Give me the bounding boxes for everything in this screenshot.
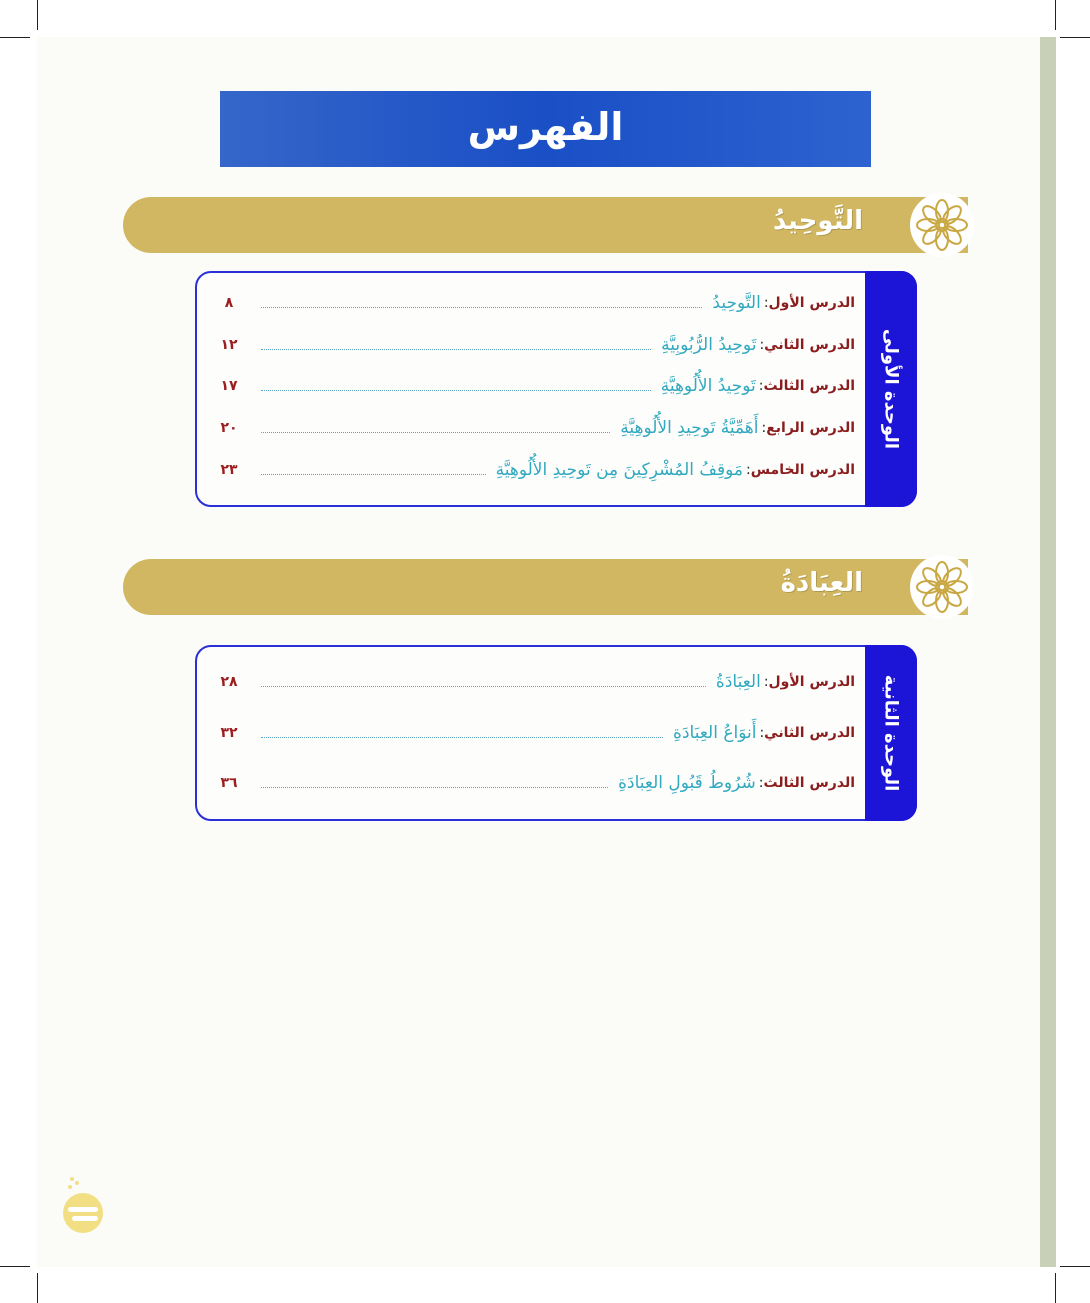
toc-row[interactable]: الدرس الأول : العِبَادَةُ ٢٨: [211, 667, 855, 697]
crop-mark: [1055, 1273, 1056, 1303]
lesson-label: الدرس الثالث: [763, 775, 855, 791]
lesson-label: الدرس الخامس: [750, 462, 855, 478]
toc-row[interactable]: الدرس الرابع : أَهَمِّيَّةُ تَوحِيدِ الأُلُوهِيَّةِ ٢٠: [211, 413, 855, 443]
lesson-title: شُرُوطُ قَبُولِ العِبَادَةِ: [618, 773, 756, 793]
toc-row[interactable]: الدرس الثاني : تَوحِيدُ الرُّبُوبِيَّةِ ١٢: [211, 330, 855, 360]
unit-box-1: [195, 271, 917, 507]
page-number: ١٢: [220, 337, 238, 353]
leader-dots: [261, 390, 651, 391]
lesson-label: الدرس الثاني: [764, 337, 855, 353]
unit-box-2: [195, 645, 917, 821]
crop-mark: [1055, 0, 1056, 30]
side-strip: [1040, 37, 1056, 1267]
title-bar: [220, 91, 871, 167]
lesson-label: الدرس الثاني: [764, 725, 855, 741]
lesson-title: تَوحِيدُ الرُّبُوبِيَّةِ: [661, 335, 757, 355]
leader-dots: [261, 787, 608, 788]
lesson-title: أَنوَاعُ العِبَادَةِ: [673, 723, 757, 743]
page-title: الفهرس: [467, 105, 624, 149]
page-number: ٣٦: [220, 775, 238, 791]
page-number: ٣٢: [220, 725, 238, 741]
crop-mark: [0, 1266, 30, 1267]
leader-dots: [261, 432, 610, 433]
section-heading: العِبَادَةُ: [780, 568, 863, 598]
lesson-title: التَّوحِيدُ: [712, 293, 761, 313]
page-number: ٢٠: [220, 420, 238, 436]
crop-mark: [0, 37, 30, 38]
page-number: ١٧: [220, 378, 238, 394]
leader-dots: [261, 686, 706, 687]
unit-tab: [865, 645, 917, 821]
unit-tab: [865, 271, 917, 507]
unit-label: الوحدة الثانية: [880, 674, 902, 792]
toc-row[interactable]: الدرس الخامس : مَوقِفُ المُشْرِكِينَ مِن تَوحِيدِ الأُلُوهِيَّةِ ٢٣: [211, 455, 855, 485]
crop-mark: [1060, 1266, 1090, 1267]
section-heading: التَّوحِيدُ: [773, 206, 863, 236]
section-bar-tawheed: [123, 197, 968, 253]
page-number: ٨: [224, 295, 234, 311]
toc-row[interactable]: الدرس الثالث : شُرُوطُ قَبُولِ العِبَادَةِ ٣٦: [211, 768, 855, 798]
flower-ornament-icon: [910, 555, 974, 619]
lesson-label: الدرس الثالث: [763, 378, 855, 394]
crop-mark: [1060, 37, 1090, 38]
leader-dots: [261, 307, 702, 308]
toc-row[interactable]: الدرس الأول : التَّوحِيدُ ٨: [211, 288, 855, 318]
lesson-label: الدرس الأول: [768, 674, 855, 690]
lesson-label: الدرس الرابع: [766, 420, 855, 436]
toc-row[interactable]: الدرس الثالث : تَوحِيدُ الأُلُوهِيَّةِ ١٧: [211, 371, 855, 401]
crop-mark: [37, 0, 38, 30]
page-number: ٢٨: [220, 674, 238, 690]
lesson-label: الدرس الأول: [768, 295, 855, 311]
page-number: ٢٣: [220, 462, 238, 478]
leader-dots: [261, 737, 663, 738]
flower-ornament-icon: [910, 193, 974, 257]
publisher-logo-icon: [62, 1175, 106, 1239]
lesson-title: مَوقِفُ المُشْرِكِينَ مِن تَوحِيدِ الأُلُوهِيَّةِ: [495, 460, 744, 480]
lesson-title: أَهَمِّيَّةُ تَوحِيدِ الأُلُوهِيَّةِ: [620, 418, 759, 438]
section-bar-ibadah: [123, 559, 968, 615]
lesson-title: تَوحِيدُ الأُلُوهِيَّةِ: [660, 376, 756, 396]
leader-dots: [261, 349, 651, 350]
leader-dots: [261, 474, 486, 475]
unit-label: الوحدة الأولى: [880, 328, 902, 450]
lesson-title: العِبَادَةُ: [715, 672, 761, 692]
crop-mark: [37, 1273, 38, 1303]
toc-row[interactable]: الدرس الثاني : أَنوَاعُ العِبَادَةِ ٣٢: [211, 718, 855, 748]
